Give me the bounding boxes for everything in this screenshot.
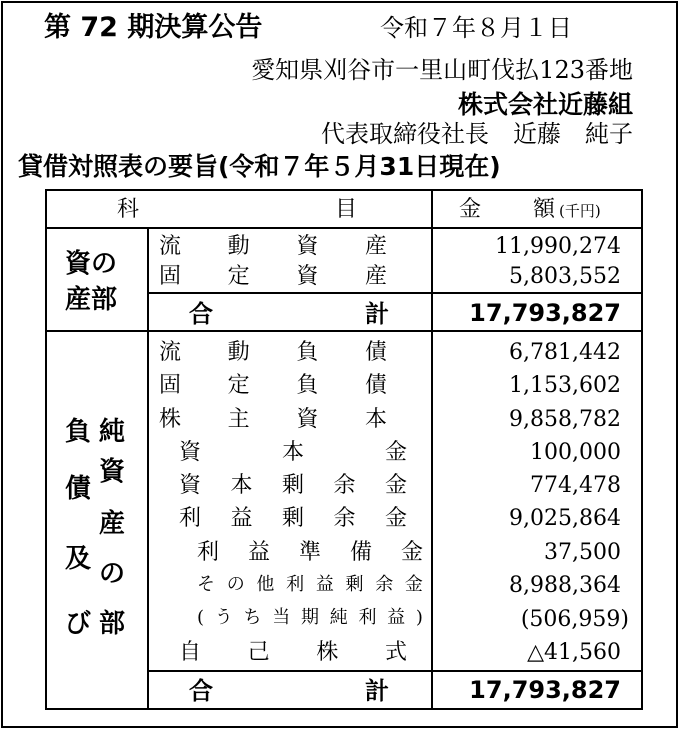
char: 純 [329, 607, 348, 628]
char: う [214, 607, 233, 628]
row-current-assets [159, 236, 387, 258]
liab-section-left-1: 負 [65, 417, 92, 447]
liab-total-divider [147, 670, 641, 672]
row-net-income [197, 609, 423, 627]
balance-sheet-table [45, 189, 643, 710]
char: 計 [365, 677, 389, 705]
char: ) [415, 607, 423, 628]
char: 負 [296, 373, 319, 398]
assets-total-divider [147, 292, 641, 294]
char: の [226, 574, 245, 595]
char: 己 [247, 640, 270, 665]
char: 債 [364, 340, 387, 365]
char: 金 [400, 540, 423, 565]
char: 資 [296, 264, 319, 289]
value-treasury-stock: △41,560 [527, 640, 621, 665]
value-net-income: (506,959) [520, 607, 629, 632]
char: 流 [159, 234, 182, 259]
value-current-assets: 11,990,274 [495, 234, 621, 259]
assets-section-line1: 資の [65, 249, 118, 279]
char: 計 [365, 300, 389, 328]
row-fixed-assets [159, 266, 387, 288]
liab-section-left-4: び [65, 609, 92, 639]
value-liab-total: 17,793,827 [469, 676, 621, 704]
char: 余 [333, 473, 356, 498]
char: 余 [333, 506, 356, 531]
liab-section-left-3: 及 [65, 544, 92, 574]
char: 固 [159, 264, 182, 289]
value-legal-reserve: 37,500 [544, 540, 621, 565]
row-other-retained-earnings [197, 576, 423, 594]
unit-label: (千円) [559, 202, 601, 220]
char: 利 [179, 506, 202, 531]
header-kamoku [117, 199, 357, 221]
char: 定 [227, 264, 250, 289]
char: 備 [349, 540, 372, 565]
representative: 代表取締役社長 近藤 純子 [321, 120, 633, 148]
value-shareholders-equity: 9,858,782 [509, 407, 621, 432]
notice-title: 第 72 期決算公告 [44, 12, 263, 43]
liab-section-left-2: 債 [65, 474, 92, 504]
header-kingaku [459, 199, 555, 221]
char: ち [243, 607, 262, 628]
row-fixed-liabilities [159, 375, 387, 397]
char: 金 [404, 574, 423, 595]
header-kingaku-2: 額 [532, 197, 555, 222]
value-current-liabilities: 6,781,442 [509, 340, 621, 365]
value-capital-stock: 100,000 [530, 440, 621, 465]
char: 自 [179, 640, 202, 665]
header-kingaku-1: 金 [459, 197, 482, 222]
char: 株 [159, 407, 182, 432]
char: ( [197, 607, 205, 628]
row-capital-stock [179, 442, 407, 464]
assets-section-line2: 産部 [65, 285, 118, 315]
char: 産 [364, 264, 387, 289]
row-treasury-stock [179, 642, 407, 664]
char: 期 [300, 607, 319, 628]
char: 資 [296, 234, 319, 259]
liab-section-right-2: 資 [99, 457, 126, 487]
company-address: 愛知県刈谷市一里山町伐払123番地 [251, 56, 633, 84]
row-retained-earnings [179, 508, 407, 530]
char: 本 [364, 407, 387, 432]
value-retained-earnings: 9,025,864 [509, 506, 621, 531]
char: 合 [189, 300, 213, 328]
char: 益 [387, 607, 406, 628]
sections-divider [47, 330, 641, 332]
char: 本 [230, 473, 253, 498]
liab-section-right-3: 産 [99, 509, 126, 539]
header-divider [47, 227, 641, 229]
char: 利 [286, 574, 305, 595]
row-assets-total [189, 302, 389, 326]
statement-title: 貸借対照表の要旨(令和７年５月31日現在) [18, 152, 501, 181]
value-assets-total: 17,793,827 [469, 299, 621, 327]
header-kamoku-2: 目 [334, 197, 357, 222]
char: 金 [384, 440, 407, 465]
char: 金 [384, 506, 407, 531]
row-capital-surplus [179, 475, 407, 497]
char: 式 [384, 640, 407, 665]
char: 負 [296, 340, 319, 365]
char: 資 [179, 440, 202, 465]
char: 利 [197, 540, 220, 565]
section-divider-liab [147, 330, 149, 708]
column-divider [431, 191, 433, 708]
char: 益 [315, 574, 334, 595]
row-liab-total [189, 679, 389, 703]
char: 産 [364, 234, 387, 259]
char: 剰 [281, 473, 304, 498]
char: 主 [227, 407, 250, 432]
char: 動 [227, 234, 250, 259]
char: 余 [375, 574, 394, 595]
row-legal-reserve [197, 542, 423, 564]
char: 固 [159, 373, 182, 398]
char: 当 [272, 607, 291, 628]
header-kamoku-1: 科 [117, 197, 140, 222]
char: そ [197, 574, 215, 595]
char: 剰 [281, 506, 304, 531]
char: 準 [298, 540, 321, 565]
row-shareholders-equity [159, 409, 387, 431]
value-fixed-assets: 5,803,552 [509, 264, 621, 289]
char: 益 [230, 506, 253, 531]
value-other-retained-earnings: 8,988,364 [509, 573, 621, 598]
char: 定 [227, 373, 250, 398]
char: 他 [256, 574, 275, 595]
char: 本 [281, 440, 304, 465]
notice-date: 令和７年８月１日 [380, 14, 572, 42]
char: 益 [247, 540, 270, 565]
char: 株 [316, 640, 339, 665]
row-current-liabilities [159, 342, 387, 364]
char: 合 [189, 677, 213, 705]
char: 動 [227, 340, 250, 365]
char: 資 [179, 473, 202, 498]
char: 資 [296, 407, 319, 432]
liab-section-right-4: の [99, 559, 126, 589]
value-capital-surplus: 774,478 [530, 473, 621, 498]
char: 債 [364, 373, 387, 398]
value-fixed-liabilities: 1,153,602 [509, 373, 621, 398]
liab-section-right-5: 部 [99, 609, 126, 639]
char: 利 [358, 607, 377, 628]
company-name: 株式会社近藤組 [457, 90, 633, 119]
char: 剰 [345, 574, 364, 595]
char: 金 [384, 473, 407, 498]
liab-section-right-1: 純 [99, 417, 126, 447]
char: 流 [159, 340, 182, 365]
